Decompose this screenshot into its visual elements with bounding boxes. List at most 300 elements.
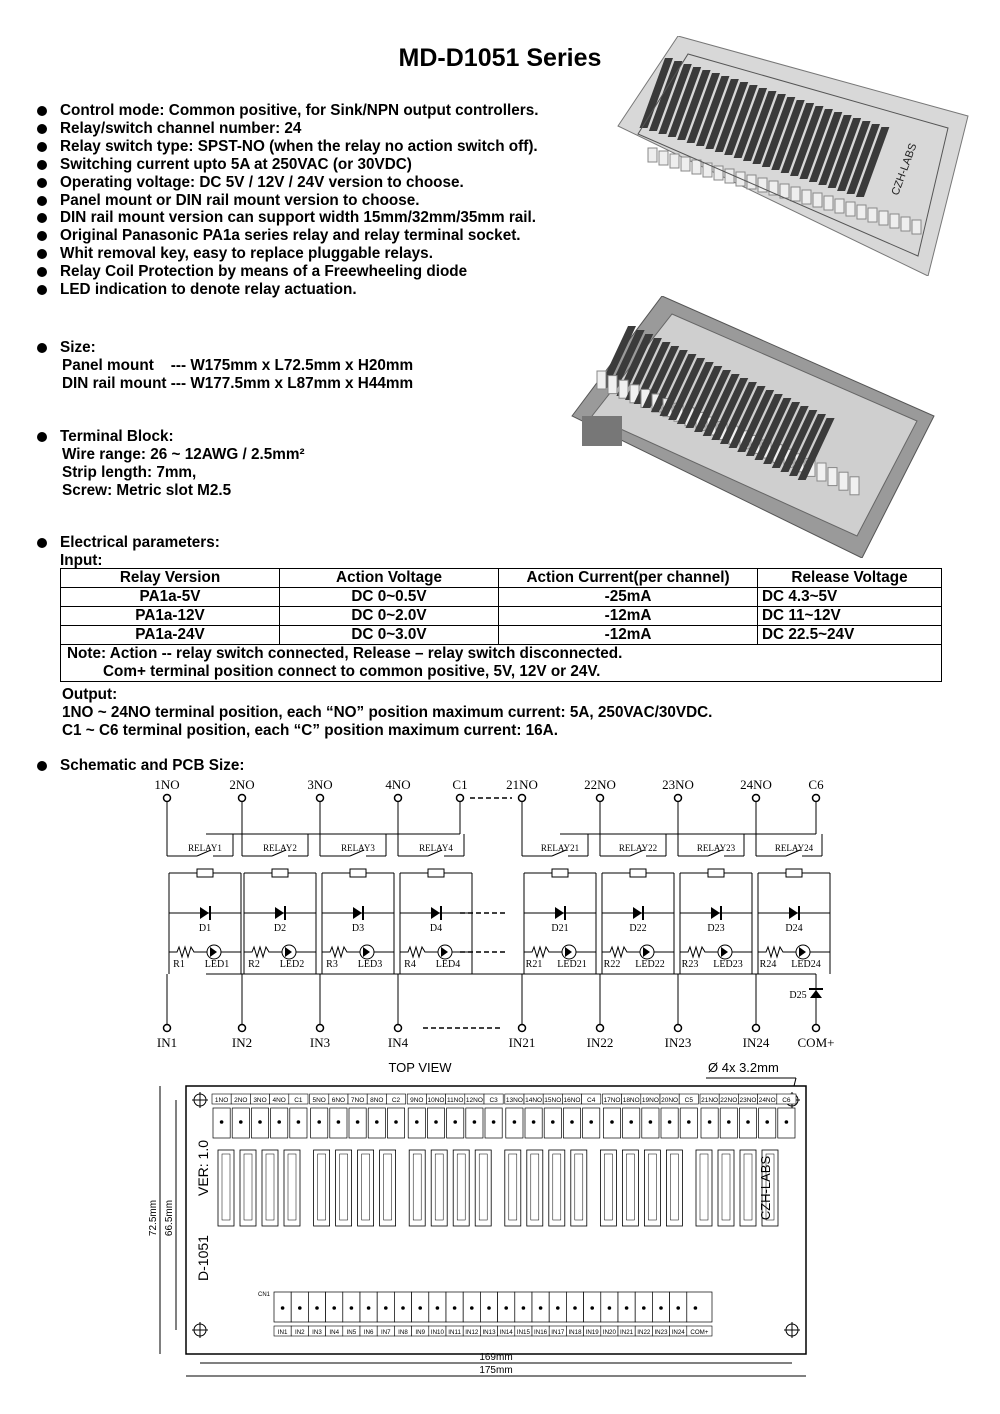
table-cell: DC 0~0.5V	[280, 588, 499, 607]
terminal-shape	[648, 148, 657, 162]
led-label: LED2	[279, 959, 305, 970]
terminal-block	[687, 1292, 712, 1322]
terminal-shape	[703, 163, 712, 177]
relay-label: RELAY4	[419, 843, 453, 853]
terminal-shape	[835, 199, 844, 213]
feature-text: LED indication to denote relay actuation.	[60, 281, 357, 299]
bullet-icon	[37, 196, 47, 206]
input-label: IN24	[742, 1035, 770, 1050]
screw-icon	[708, 1120, 712, 1124]
diode-label: D24	[785, 923, 803, 934]
terminal-label: 22NO	[720, 1097, 738, 1104]
bullet-icon	[37, 213, 47, 223]
terminal-label: 5NO	[312, 1097, 326, 1104]
table-header-row	[61, 569, 942, 588]
schematic-diagram	[140, 774, 860, 1056]
terminal-label: IN5	[346, 1329, 357, 1336]
screw-icon	[317, 1120, 321, 1124]
terminal-label: IN20	[602, 1329, 616, 1336]
feature-text: Switching current upto 5A at 250VAC (or 30VDC)	[60, 155, 412, 173]
screw-icon	[487, 1306, 491, 1310]
terminal-label: IN9	[415, 1329, 426, 1336]
resistor-label: R3	[326, 959, 338, 970]
terminal-label: 11NO	[446, 1097, 464, 1104]
coil-shape	[552, 869, 568, 877]
coil-shape	[786, 869, 802, 877]
terminal-shape	[879, 211, 888, 225]
table-cell: DC 0~2.0V	[280, 607, 499, 626]
terminal-label: 15NO	[544, 1097, 562, 1104]
terminal-shape	[850, 477, 859, 495]
terminal-shape	[828, 468, 837, 486]
resistor-icon	[758, 947, 788, 957]
terminal-shape	[901, 217, 910, 231]
screw-icon	[676, 1306, 680, 1310]
table-cell: DC 4.3~5V	[758, 588, 942, 607]
feature-item	[36, 192, 596, 210]
terminal-label: IN2	[294, 1329, 305, 1336]
screw-icon	[522, 1306, 526, 1310]
terminal-circle	[753, 795, 760, 802]
relay-socket	[284, 1150, 300, 1226]
screw-icon	[687, 1120, 691, 1124]
terminal-shape	[802, 190, 811, 204]
terminal-label: 4NO	[385, 777, 411, 792]
terminal-shape	[608, 376, 617, 394]
diode-icon	[633, 907, 642, 919]
note-line: Com+ terminal position connect to common positive, 5V, 12V or 24V.	[103, 663, 601, 680]
resistor-icon	[602, 947, 632, 957]
terminal-label: IN4	[329, 1329, 340, 1336]
terminal-label: C4	[587, 1097, 596, 1104]
diode-icon	[810, 990, 822, 998]
diode-label: D2	[273, 923, 287, 934]
terminal-label: 21NO	[506, 777, 538, 792]
terminal-label: 6NO	[331, 1097, 346, 1104]
input-label: Input:	[60, 552, 103, 569]
relay-socket	[453, 1150, 469, 1226]
relay-socket	[622, 1150, 638, 1226]
note-line: Note: Action -- relay switch connected, Release – relay switch disconnected.	[67, 645, 623, 662]
terminal-label: IN21	[620, 1329, 634, 1336]
screw-icon	[610, 1120, 614, 1124]
size-panel: Panel mount --- W175mm x L72.5mm x H20mm	[62, 357, 414, 374]
terminal-shape	[780, 184, 789, 198]
screw-icon	[436, 1306, 440, 1310]
col-header: Relay Version	[61, 569, 280, 588]
input-label: IN2	[231, 1035, 253, 1050]
terminal-label: IN15	[516, 1329, 530, 1336]
terminal-shape	[681, 157, 690, 171]
table-note	[61, 645, 942, 682]
relay-socket	[358, 1150, 374, 1226]
table-cell: -12mA	[499, 607, 758, 626]
table-cell: PA1a-5V	[61, 588, 280, 607]
diode-icon	[275, 907, 284, 919]
screw-icon	[573, 1306, 577, 1310]
size-section	[36, 339, 413, 393]
relay-label: RELAY23	[696, 843, 736, 853]
diode-label: D1	[198, 923, 212, 934]
relay-socket	[600, 1150, 616, 1226]
terminal-label: C6	[782, 1097, 791, 1104]
screw-icon	[277, 1120, 281, 1124]
terminal-circle	[675, 1025, 682, 1032]
terminal-circle	[239, 795, 246, 802]
terminal-shape	[839, 472, 848, 490]
terminal-label: IN16	[534, 1329, 548, 1336]
hole-label: Ø 4x 3.2mm	[708, 1060, 779, 1075]
bullet-icon	[37, 178, 47, 188]
led-label: LED1	[204, 959, 230, 970]
terminal-label: IN22	[637, 1329, 651, 1336]
table-cell: -12mA	[499, 626, 758, 645]
terminal-label: IN14	[499, 1329, 513, 1336]
terminal-heading: Terminal Block:	[36, 428, 305, 446]
terminal-shape	[659, 151, 668, 165]
table-cell: DC 11~12V	[758, 607, 942, 626]
terminal-circle	[239, 1025, 246, 1032]
screw-icon	[415, 1120, 419, 1124]
feature-list	[36, 102, 596, 299]
terminal-circle	[395, 1025, 402, 1032]
input-label: IN1	[156, 1035, 178, 1050]
relay-socket	[696, 1150, 712, 1226]
terminal-shape	[597, 371, 606, 389]
resistor-icon	[680, 947, 710, 957]
screw-icon	[453, 1120, 457, 1124]
table-row	[61, 626, 942, 645]
coil-shape	[708, 869, 724, 877]
screw-icon	[375, 1120, 379, 1124]
terminal-shape	[857, 205, 866, 219]
led-label: LED3	[357, 959, 383, 970]
terminal-label: 18NO	[622, 1097, 640, 1104]
diode-icon	[711, 907, 720, 919]
feature-text: DIN rail mount version can support width 15mm/32mm/35mm rail.	[60, 209, 537, 227]
screw-icon	[298, 1306, 302, 1310]
terminal-label: 13NO	[505, 1097, 523, 1104]
bullet-icon	[37, 231, 47, 241]
input-label: IN23	[664, 1035, 692, 1050]
led-label: LED21	[557, 959, 587, 970]
diode-label: D25	[789, 990, 807, 1001]
screw-icon	[590, 1306, 594, 1310]
input-label: COM+	[797, 1035, 835, 1050]
terminal-shape	[813, 193, 822, 207]
relay-socket	[262, 1150, 278, 1226]
bullet-icon	[37, 285, 47, 295]
screw-icon	[332, 1306, 336, 1310]
pcb-drawing	[140, 1058, 830, 1390]
dimension-label: 66.5mm	[164, 1199, 175, 1237]
table-cell: DC 22.5~24V	[758, 626, 942, 645]
screw-icon	[659, 1306, 663, 1310]
screw-icon	[642, 1306, 646, 1310]
terminal-shape	[824, 196, 833, 210]
col-header: Action Current(per channel)	[499, 569, 758, 588]
terminal-shape	[670, 154, 679, 168]
terminal-shape	[890, 214, 899, 228]
dimension-label: 169mm	[479, 1352, 513, 1363]
screw-icon	[551, 1120, 555, 1124]
din-rail-photo	[562, 296, 940, 558]
screw-icon	[258, 1120, 262, 1124]
relay-label: RELAY24	[774, 843, 814, 853]
terminal-label: IN3	[312, 1329, 322, 1336]
coil-shape	[272, 869, 288, 877]
diode-icon	[555, 907, 564, 919]
screw-icon	[401, 1306, 405, 1310]
feature-item	[36, 209, 596, 227]
screw-icon	[694, 1306, 698, 1310]
led-triangle	[799, 947, 806, 957]
relay-socket	[431, 1150, 447, 1226]
resistor-icon	[322, 947, 352, 957]
terminal-label: 16NO	[563, 1097, 581, 1104]
diode-icon	[200, 907, 209, 919]
terminal-label: C3	[489, 1097, 498, 1104]
terminal-label: IN7	[380, 1329, 391, 1336]
screw-icon	[765, 1120, 769, 1124]
connector-label: CN1	[257, 1292, 271, 1298]
terminal-label: IN13	[482, 1329, 496, 1336]
screw-icon	[297, 1120, 301, 1124]
page-title: MD-D1051 Series	[398, 44, 602, 72]
col-header: Release Voltage	[758, 569, 942, 588]
terminal-label: 2NO	[229, 777, 255, 792]
terminal-label: 9NO	[410, 1097, 424, 1104]
size-din: DIN rail mount --- W177.5mm x L87mm x H44mm	[62, 375, 414, 392]
relay-socket	[380, 1150, 396, 1226]
terminal-label: IN12	[465, 1329, 479, 1336]
relay-socket	[718, 1150, 734, 1226]
diode-label: D21	[551, 923, 569, 934]
screw-icon	[625, 1306, 629, 1310]
terminal-label: 2NO	[234, 1097, 248, 1104]
terminal-shape	[912, 220, 921, 234]
screw-icon	[504, 1306, 508, 1310]
feature-text: Relay/switch channel number: 24	[60, 119, 302, 137]
terminal-label: 3NO	[307, 777, 333, 792]
led-triangle	[721, 947, 728, 957]
terminal-label: IN18	[568, 1329, 582, 1336]
terminal-circle	[457, 795, 464, 802]
screw-icon	[394, 1120, 398, 1124]
coil-shape	[350, 869, 366, 877]
coil-shape	[197, 869, 213, 877]
screw-icon	[785, 1120, 789, 1124]
relay-socket	[644, 1150, 660, 1226]
terminal-label: IN1	[277, 1329, 288, 1336]
terminal-shape	[868, 208, 877, 222]
terminal-label: 7NO	[350, 1097, 365, 1104]
feature-item	[36, 102, 596, 120]
terminal-shape	[791, 187, 800, 201]
size-heading: Size:	[36, 339, 413, 357]
table-row	[61, 588, 942, 607]
terminal-label: 17NO	[603, 1097, 621, 1104]
screw-icon	[556, 1306, 560, 1310]
terminal-circle	[519, 1025, 526, 1032]
terminal-label: C5	[684, 1097, 693, 1104]
coil-shape	[630, 869, 646, 877]
led-label: LED24	[791, 959, 821, 970]
diode-label: D4	[429, 923, 443, 934]
feature-text: Operating voltage: DC 5V / 12V / 24V version to choose.	[60, 173, 464, 191]
dimension-label: 175mm	[479, 1365, 513, 1376]
screw-icon	[539, 1306, 543, 1310]
feature-item	[36, 174, 596, 192]
feature-item	[36, 263, 596, 281]
feature-item	[36, 245, 596, 263]
screw-icon	[629, 1120, 633, 1124]
terminal-label: COM+	[690, 1329, 709, 1336]
terminal-label: IN24	[671, 1329, 685, 1336]
terminal-label: 24NO	[740, 777, 772, 792]
bullet-icon	[37, 142, 47, 152]
resistor-label: R21	[525, 959, 543, 970]
terminal-circle	[675, 795, 682, 802]
terminal-label: 20NO	[661, 1097, 679, 1104]
terminal-line: Strip length: 7mm,	[62, 464, 197, 481]
screw-icon	[434, 1120, 438, 1124]
feature-item	[36, 281, 596, 299]
terminal-label: 23NO	[739, 1097, 757, 1104]
screw-icon	[470, 1306, 474, 1310]
input-label: IN21	[508, 1035, 536, 1050]
diode-icon	[431, 907, 440, 919]
screw-icon	[608, 1306, 612, 1310]
terminal-shape	[692, 160, 701, 174]
table-cell: PA1a-12V	[61, 607, 280, 626]
terminal-label: IN23	[654, 1329, 668, 1336]
relay-socket	[740, 1150, 756, 1226]
terminal-label: 21NO	[701, 1097, 719, 1104]
diode-label: D3	[351, 923, 365, 934]
col-header: Action Voltage	[280, 569, 499, 588]
feature-text: Panel mount or DIN rail mount version to choose.	[60, 191, 420, 209]
diode-label: D22	[629, 923, 647, 934]
terminal-circle	[597, 1025, 604, 1032]
terminal-label: IN6	[363, 1329, 374, 1336]
terminal-label: 1NO	[214, 1097, 229, 1104]
screw-icon	[418, 1306, 422, 1310]
output-label: Output:	[62, 686, 118, 703]
terminal-label: IN10	[430, 1329, 444, 1336]
screw-icon	[220, 1120, 224, 1124]
relay-socket	[218, 1150, 234, 1226]
terminal-shape	[619, 380, 628, 398]
screw-icon	[727, 1120, 731, 1124]
diode-icon	[353, 907, 362, 919]
led-triangle	[363, 947, 370, 957]
terminal-label: 12NO	[465, 1097, 483, 1104]
terminal-label: C1	[294, 1097, 303, 1104]
terminal-circle	[164, 1025, 171, 1032]
relay-socket	[314, 1150, 330, 1226]
screw-icon	[746, 1120, 750, 1124]
relay-socket	[409, 1150, 425, 1226]
screw-icon	[315, 1306, 319, 1310]
dimension-label: 72.5mm	[148, 1199, 159, 1237]
screw-icon	[649, 1120, 653, 1124]
feature-text: Control mode: Common positive, for Sink/NPN output controllers.	[60, 102, 539, 119]
terminal-label: C2	[391, 1097, 401, 1104]
screw-icon	[668, 1120, 672, 1124]
terminal-label: 4NO	[272, 1097, 286, 1104]
screw-icon	[589, 1120, 593, 1124]
resistor-icon	[400, 947, 430, 957]
table-note-row	[61, 645, 942, 682]
screw-icon	[384, 1306, 388, 1310]
terminal-label: IN19	[585, 1329, 599, 1336]
bullet-icon	[37, 160, 47, 170]
table-cell: -25mA	[499, 588, 758, 607]
led-label: LED22	[635, 959, 665, 970]
terminal-shape	[846, 202, 855, 216]
board-version: VER: 1.0	[195, 1139, 211, 1197]
terminal-label: 10NO	[427, 1097, 445, 1104]
board-name: D-1051	[195, 1235, 211, 1281]
terminal-label: 23NO	[662, 777, 694, 792]
electrical-heading: Electrical parameters:	[36, 534, 220, 552]
terminal-line: Screw: Metric slot M2.5	[62, 482, 232, 499]
terminal-circle	[753, 1025, 760, 1032]
feature-text: Relay Coil Protection by means of a Freewheeling diode	[60, 263, 468, 281]
terminal-label: 14NO	[525, 1097, 543, 1104]
terminal-circle	[395, 795, 402, 802]
terminal-label: 19NO	[641, 1097, 659, 1104]
output-section	[62, 686, 712, 740]
led-triangle	[565, 947, 572, 957]
terminal-label: 24NO	[758, 1097, 776, 1104]
svg-text:CZH-LABS: CZH-LABS	[889, 141, 920, 198]
terminal-circle	[519, 795, 526, 802]
schematic-heading: Schematic and PCB Size:	[36, 757, 244, 775]
led-label: LED23	[713, 959, 743, 970]
resistor-label: R4	[404, 959, 416, 970]
table-cell: PA1a-24V	[61, 626, 280, 645]
terminal-label: IN8	[398, 1329, 408, 1336]
screw-icon	[492, 1120, 496, 1124]
terminal-circle	[813, 1025, 820, 1032]
table-cell: DC 0~3.0V	[280, 626, 499, 645]
screw-icon	[239, 1120, 243, 1124]
terminal-line: Wire range: 26 ~ 12AWG / 2.5mm²	[62, 446, 305, 463]
relay-socket	[549, 1150, 565, 1226]
relay-socket	[505, 1150, 521, 1226]
relay-socket	[336, 1150, 352, 1226]
screw-icon	[350, 1306, 354, 1310]
terminal-circle	[597, 795, 604, 802]
resistor-icon	[524, 947, 554, 957]
screw-icon	[337, 1120, 341, 1124]
resistor-icon	[244, 947, 274, 957]
bullet-icon	[37, 267, 47, 277]
relay-socket	[240, 1150, 256, 1226]
terminal-label: 1NO	[154, 777, 180, 792]
electrical-section	[36, 534, 220, 570]
terminal-circle	[164, 795, 171, 802]
coil-shape	[428, 869, 444, 877]
screw-icon	[570, 1120, 574, 1124]
relay-label: RELAY2	[263, 843, 297, 853]
screw-icon	[453, 1306, 457, 1310]
terminal-circle	[813, 795, 820, 802]
input-label: IN3	[309, 1035, 331, 1050]
terminal-circle	[317, 1025, 324, 1032]
